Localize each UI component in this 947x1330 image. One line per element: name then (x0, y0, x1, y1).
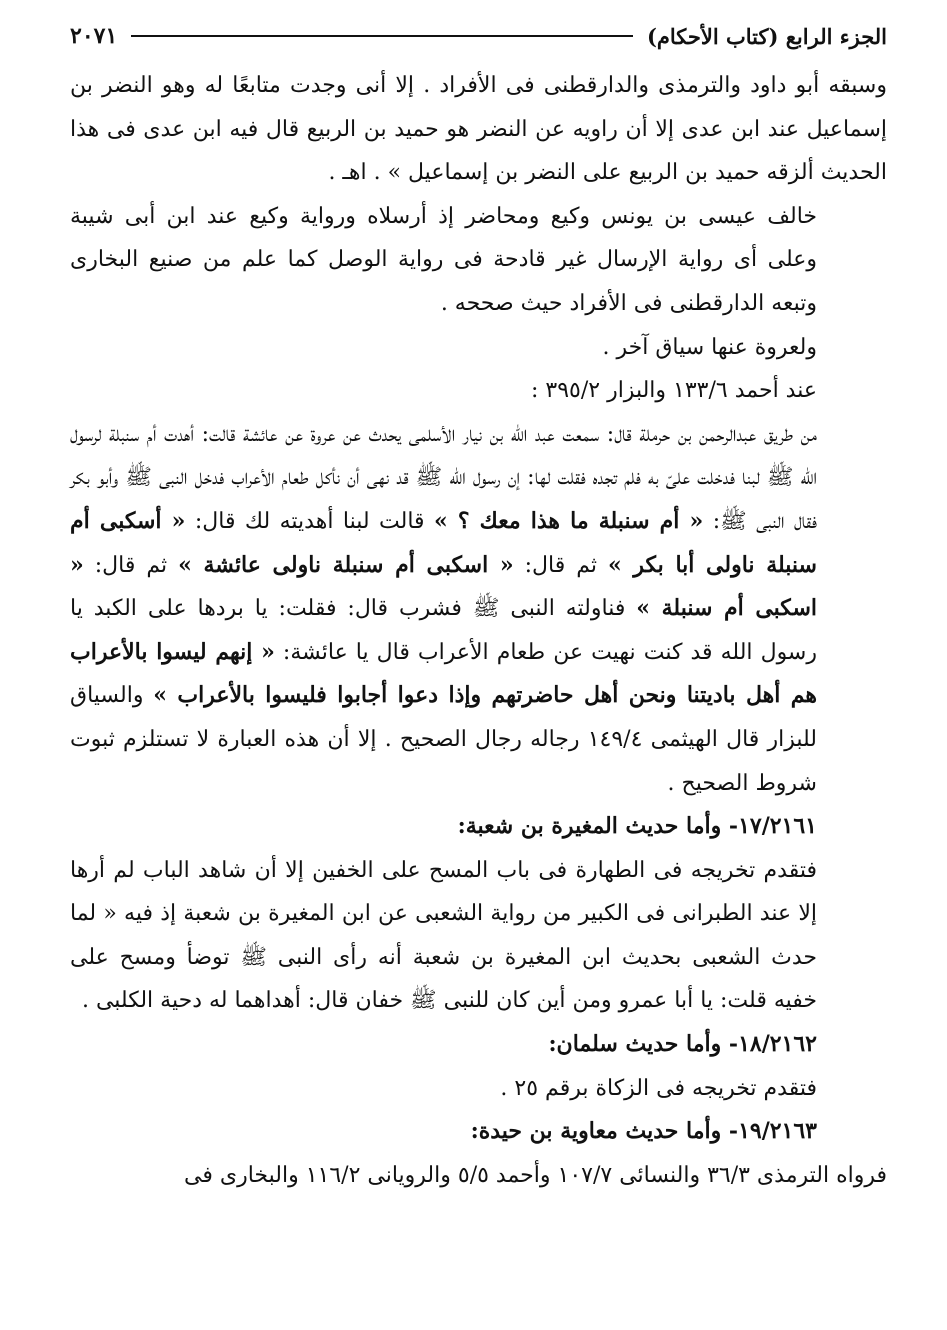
section-heading (70, 1110, 887, 1154)
volume-title: الجزء الرابع (كتاب الأحكام) (646, 23, 887, 49)
paragraph (70, 849, 887, 1023)
text-run: فتقدم تخريجه فى الزكاة برقم ٢٥ . (500, 1075, 817, 1101)
text-run: فرواه الترمذى ٣٦/٣ والنسائى ١٠٧/٧ وأحمد ٥/٥ والرويانى ١١٦/٢ والبخارى فى (184, 1162, 887, 1188)
text-run: من طريق عبدالرحمن بن حرملة قال: سمعت عبد الله بن نيار الأسلمى يحدث عن عروة عن عائشة قالت: أهدت أم سنبلة لرسول الله ﷺ لبنا فدخلت علىّ به فلم تجده فقلت لها: إن رسول الله ﷺ قد نهى أن نأكل طعام الأعراب فدخل النبى ﷺ وأبو بكر فقال النبى ﷺ: (70, 421, 817, 534)
header-rule (131, 35, 633, 37)
running-header (70, 18, 887, 54)
hadith-quote: ١٨/٢١٦٢- وأما حديث سلمان: (548, 1031, 817, 1058)
paragraph (70, 195, 887, 326)
text-run: ولعروة عنها سياق آخر . (602, 334, 817, 360)
paragraph (70, 326, 887, 370)
hadith-quote: « اسكبى أم سنبلة » (70, 551, 818, 622)
text-run: ثم قال: (83, 552, 179, 578)
text-run: فتقدم تخريجه فى الطهارة فى باب المسح على الخفين إلا أن شاهد الباب لم أرها إلا عند الطبرانى فى الكبير من رواية الشعبى عن ابن المغيرة بن شعبة إذ فيه « لما حدث الشعبى بحديث ابن المغيرة بن شعبة أنه رأى النبى ﷺ توضأ ومسح على خفيه قلت: يا أبا عمرو ومن أين كان للنبى ﷺ خفان قال: أهداهما له دحية الكلبى . (70, 857, 817, 1014)
hadith-quote: « إنهم ليسوا بالأعراب هم أهل باديتنا ونحن أهل حاضرتهم وإذا دعوا أجابوا فليسوا بالأعراب » (70, 638, 817, 709)
hadith-quote: « أم سنبلة ما هذا معك ؟ » (434, 507, 704, 534)
hadith-quote: ١٧/٢١٦١- وأما حديث المغيرة بن شعبة: (457, 813, 817, 840)
hadith-quote: « اسكبى أم سنبلة ناولى عائشة » (178, 551, 514, 578)
text-run: ثم قال: (513, 552, 608, 578)
hadith-quote: ١٩/٢١٦٣- وأما حديث معاوية بن حيدة: (470, 1118, 817, 1145)
text-run: خالف عيسى بن يونس وكيع ومحاضر إذ أرسلاه ورواية وكيع عند ابن أبى شيبة وعلى أى رواية الإرسال غير قادحة فى رواية الوصل كما علم من صنيع البخارى وتبعه الدارقطنى فى الأفراد حيث صححه . (70, 203, 817, 316)
text-run: عند أحمد ١٣٣/٦ والبزار ٣٩٥/٢ : (530, 378, 817, 404)
text-run: وسبقه أبو داود والترمذى والدارقطنى فى الأفراد . إلا أنى وجدت متابعًا له وهو النضر بن إسماعيل عند ابن عدى إلا أن راويه عن النضر هو حميد بن الربيع قال فيه ابن عدى فى هذا الحديث ألزقه حميد بن الربيع على النضر بن إسماعيل » . اهـ . (70, 73, 887, 186)
body-text (70, 64, 887, 1197)
text-run: فناولته النبى ﷺ فشرب قال: فقلت: يا بردها على الكبد يا رسول الله قد كنت نهيت عن طعام الأعراب قال يا عائشة: (70, 596, 817, 665)
section-heading (70, 1023, 887, 1067)
text-run: والسياق للبزار قال الهيثمى ١٤٩/٤ رجاله رجال الصحيح . إلا أن هذه العبارة لا تستلزم ثبوت شروط الصحيح . (70, 683, 817, 796)
text-run: قالت لبنا أهديته لك قال: (185, 508, 435, 534)
paragraph (70, 1154, 887, 1198)
paragraph (70, 369, 887, 413)
paragraph (70, 1067, 887, 1111)
paragraph (70, 64, 887, 195)
paragraph (70, 413, 887, 805)
hadith-quote: « أسكبى أم سنبلة ناولى أبا بكر » (70, 507, 817, 578)
section-heading (70, 805, 887, 849)
page-number: ٢٠٧١ (70, 23, 118, 49)
